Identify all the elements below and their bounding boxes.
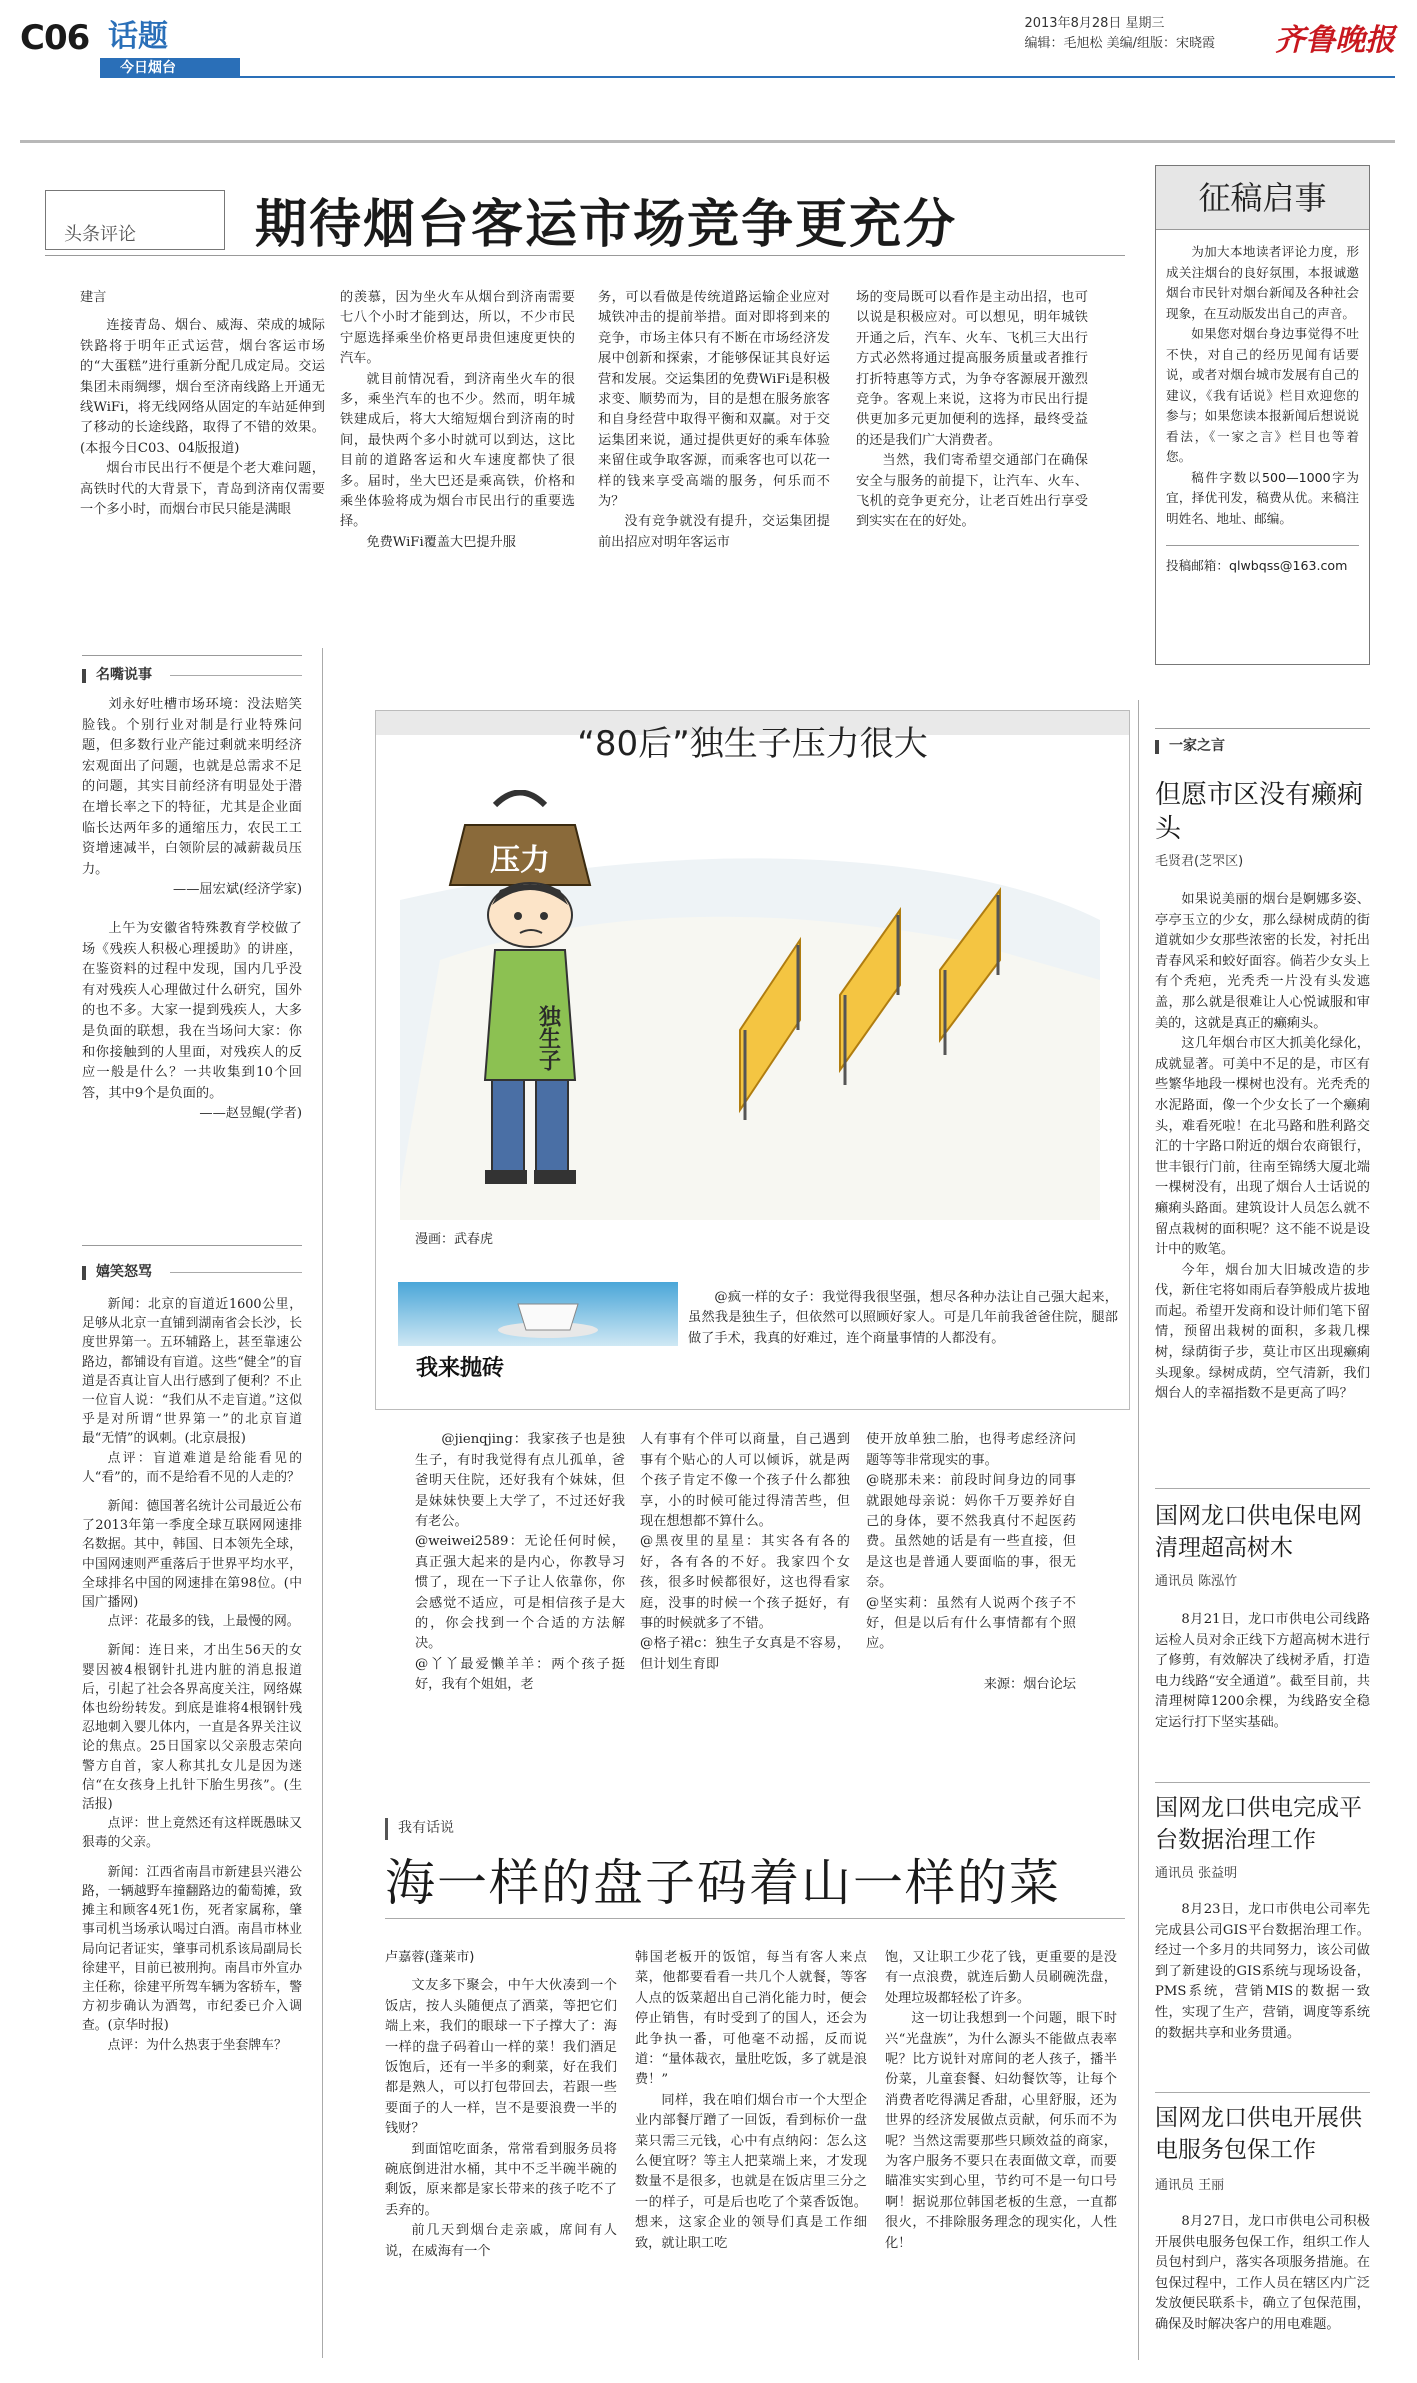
second-title: 海一样的盘子码着山一样的菜 (385, 1854, 1061, 1912)
xiaotan-news: 新闻：江西省南昌市新建县兴港公路，一辆越野车撞翻路边的葡萄摊，致摊主和顾客4死1伤，死者家属称，肇事司机当场承认喝过白酒。南昌市林业局向记者证实，肇事司机系该局副局长徐建平，目前已被刑拘。南昌市外宣办主任称，徐建平所驾车辆为客轿车，警方初步确认为酒驾，市纪委已介入调查。(京华时报) (82, 1864, 302, 2034)
submission-email[interactable]: 投稿邮箱：qlwbqss@163.com (1166, 545, 1359, 577)
lead-kicker-box (45, 190, 225, 250)
lead-paragraph: 免费WiFi覆盖大巴提升服 (366, 534, 516, 550)
lead-col-4 (856, 288, 1088, 533)
xiaotan-news: 新闻：北京的盲道近1600公里，足够从北京一直铺到湖南省会长沙，长度世界第一。五环辅路上，甚至靠速公路边，都铺设有盲道。这些“健全”的盲道是否真让盲人出行感到了便利？不止一位盲人说：“我们从不走盲道。”这似乎是对所谓“世界第一”的北京盲道最“无情”的讽刺。(北京晨报) (82, 1297, 302, 1447)
call-for-papers-title: 征稿启事 (1156, 166, 1369, 230)
cartoon-title: “80后”独生子压力很大 (577, 724, 928, 764)
news-title: 国网龙口供电完成平台数据治理工作 (1155, 1795, 1362, 1853)
masthead-rule (100, 76, 1395, 78)
comment-text: @jienqjing：我家孩子也是独生子，有时我觉得有点儿孤单，爸爸明天住院，还好我有个妹妹，但是妹妹快要上大学了，不过还好我有老公。 @weiwei2589：无论任何时候，真正强大起来的是内心，你教导习惯了，现在一下子让人依靠你，你会感觉不适应，可是相信孩子是大的，你会找到一个合适的方法解决。 @丫丫最爱懒羊羊：两个孩子挺好，我有个姐姐，老 (415, 1432, 625, 1693)
top-divider (20, 140, 1395, 143)
weight-icon (450, 793, 590, 886)
second-tag: 我有话说 (385, 1818, 464, 1840)
subsection-bar: 今日烟台 (100, 58, 240, 78)
mingzui-body (82, 695, 302, 1125)
yijia-tag: 一家之言 (1155, 736, 1225, 758)
mingzui-signature: ——赵昱鲲(学者) (199, 1106, 302, 1122)
call-paragraph: 为加大本地读者评论力度，形成关注烟台的良好氛围，本报诚邀烟台市民针对烟台新闻及各种社会现象，在互动版发出自己的声音。 (1166, 244, 1359, 321)
lead-paragraph: 烟台市民出行不便是个老大难问题，高铁时代的大背景下，青岛到济南仅需要一个多小时，而烟台市民只能是满眼 (80, 461, 325, 518)
opinion-title: 但愿市区没有癞痢头 (1155, 780, 1364, 844)
lead-paragraph: 务，可以看做是传统道路运输企业应对城铁冲击的提前举措。面对即将到来的竞争，市场主体只有不断在市场经济发展中创新和探索，才能够保证其良好运营和发展。交运集团的免费WiFi是积极求变、顺势而为，目的是想在服务旅客和自身经营中取得平衡和双赢。对于交运集团来说，通过提供更好的乘车体验来留住或争取客源，而乘客也可以花一样的钱来享受高端的服务，何乐而不为？ (598, 290, 830, 510)
wlpz-banner (398, 1282, 678, 1394)
lead-paragraph: 当然，我们寄希望交通部门在确保安全与服务的前提下，让汽车、火车、飞机的竞争更充分，让老百姓出行享受到实实在在的好处。 (856, 453, 1088, 530)
wlpz-col-3 (866, 1410, 1076, 1716)
left-rule (82, 1245, 302, 1246)
news-byline: 通讯员 陈泓竹 (1155, 1574, 1238, 1589)
column-divider (1138, 700, 1139, 2360)
lead-paragraph: 就目前情况看，到济南坐火车的很多，乘坐汽车的也不少。然而，明年城铁建成后，将大大缩短烟台到济南的时间，最快两个多小时就可以到达，这比目前的道路客运和火车速度都快了很多。届时，坐大巴还是乘高铁，价格和乘坐体验将成为烟台市民出行的重要选择。 (340, 371, 575, 530)
masthead-info (1024, 14, 1215, 54)
lead-col-2 (340, 288, 575, 553)
lead-byline: 建言 (80, 290, 107, 305)
cartoon-illustration (400, 790, 1100, 1220)
call-paragraph: 稿件字数以500—1000字为宜，择优刊发，稿费从优。来稿注明姓名、地址、邮编。 (1166, 469, 1359, 526)
news-body (1155, 1610, 1370, 1734)
masthead (20, 12, 1395, 78)
comment-text: 使开放单独二胎，也得考虑经济问题等等非常现实的事。 @晓那未来：前段时间身边的同事就跟她母亲说：妈你千万要养好自己的身体，要不然我真付不起医药费。虽然她的话是有一些直接，但是这也是普通人要面临的事，很无奈。 @坚实莉：虽然有人说两个孩子不好，但是以后有什么事情都有个照应。 (866, 1432, 1076, 1652)
news-paragraph: 8月23日，龙口市供电公司率先完成县公司GIS平台数据治理工作。经过一个多月的共同努力，该公司做到了新建设的GIS系统与现场设备，PMS系统，营销MIS的数据一致性，实现了生产，营销，调度等系统的数据共享和业务贯通。 (1155, 1902, 1370, 2041)
wlpz-lead-comment (688, 1288, 1118, 1349)
opinion-byline: 毛贤君(芝罘区) (1155, 854, 1244, 869)
news-title: 国网龙口供电保电网清理超高树木 (1155, 1503, 1362, 1561)
wlpz-col-2 (640, 1410, 850, 1696)
teacup-icon (398, 1282, 678, 1346)
cartoon-caption: 漫画：武春虎 (415, 1232, 494, 1247)
right-divider (1155, 1488, 1370, 1489)
tag-line (170, 1272, 302, 1273)
lead-paragraph: 的羡慕，因为坐火车从烟台到济南需要七八个小时才能到达，所以，不少市民宁愿选择乘坐价格更昂贵但速度更快的汽车。 (340, 290, 575, 367)
lead-col-3 (598, 288, 830, 553)
news-body (1155, 2212, 1370, 2336)
lead-kicker: 头条评论 (64, 224, 136, 245)
weight-label: 压力 (490, 843, 550, 878)
right-rule (1155, 728, 1370, 729)
xiaotan-tag: 嬉笑怒骂 (82, 1262, 152, 1284)
comment-source: 来源：烟台论坛 (983, 1677, 1076, 1693)
call-for-papers-box (1155, 165, 1370, 665)
lead-col-1 (80, 288, 325, 520)
second-paragraph: 韩国老板开的饭馆，每当有客人来点菜，他都要看看一共几个人就餐，等客人点的饭菜超出自己消化能力时，便会停止销售，有时受到了的国人，还会为此争执一番，可他毫不动摇，反而说道：“量体裁衣，量肚吃饭，多了就是浪费！” (635, 1950, 867, 2088)
opinion-paragraph: 如果说美丽的烟台是婀娜多姿、亭亭玉立的少女，那么绿树成荫的街道就如少女那些浓密的长发，衬托出青春风采和蛟好面容。倘若少女头上有个秃疤，光秃秃一片没有头发遮盖，那么就是很难让人心悦诚服和审美的，这就是真正的癞痢头。 (1155, 892, 1370, 1031)
second-paragraph: 这一切让我想到一个问题，眼下时兴“光盘族”，为什么源头不能做点表率呢？比方说针对席间的老人孩子，播半份菜，儿童套餐、妇幼餐饮等，让每个消费者吃得满足香甜，心里舒服，还为世界的经济发展做点贡献，何乐而不为呢？当然这需要那些只顾效益的商家，为客户服务不要只在表面做文章，而要瞄准实实到心里，节约可不是一句口号啊！据说那位韩国老板的生意，一直都很火，不排除服务理念的现实化，人性化！ (885, 2011, 1117, 2251)
xiaotan-comment: 点评：盲道难道是给能看见的人“看”的，而不是给看不见的人走的？ (82, 1450, 302, 1485)
second-col-2 (635, 1948, 867, 2254)
wlpz-col-1 (415, 1410, 625, 1716)
second-col-1 (385, 1948, 617, 2262)
news-byline: 通讯员 张益明 (1155, 1866, 1238, 1881)
shirt-label: 独生子 (535, 1005, 561, 1071)
news-title: 国网龙口供电开展供电服务包保工作 (1155, 2105, 1362, 2163)
news-byline: 通讯员 王丽 (1155, 2178, 1225, 2193)
mingzui-signature: ——屈宏斌(经济学家) (173, 882, 302, 898)
comment-text: 人有事有个伴可以商量，自己遇到事有个贴心的人可以倾诉，就是两个孩子肯定不像一个孩子什么都独享，小的时候可能过得清苦些，但现在想想都不算什么。 @黑夜里的星星：其实各有各的好，各有各的不好。我家四个女孩，很多时候都很好，这也得看家庭，没事的时候一个孩子挺好，有事的时候就多了不错。 @格子裙c：独生子女真是不容易，但计划生育即 (640, 1432, 850, 1672)
mingzui-paragraph: 上午为安徽省特殊教育学校做了场《残疾人积极心理援助》的讲座，在鉴资料的过程中发现，国内几乎没有对残疾人心理做过什么研究，国外的也不多。大家一提到残疾人，大多是负面的联想，我在当场问大家：你和你接触到的人里面，对残疾人的反应一般是什么？一共收集到10个回答，其中9个是负面的。 (82, 920, 302, 1101)
comment-text: @疯一样的女子：我觉得我很坚强，想尽各种办法让自己强大起来，虽然我是独生子，但依然可以照顾好家人。可是几年前我爸爸住院，腿部做了手术，我真的好难过，连个商量事情的人都没有。 (688, 1290, 1118, 1346)
lead-paragraph: 场的变局既可以看作是主动出招，也可以说是积极应对。可以想见，明年城铁开通之后，汽车、火车、飞机三大出行方式必然将通过提高服务质量或者推行打折特惠等方式，为争夺客源展开激烈竞争。客观上来说，这将为市民出行提供更加多元更加便利的选择，最终受益的还是我们广大消费者。 (856, 290, 1088, 448)
news-body (1155, 1900, 1370, 2044)
xiaotan-news: 新闻：德国著名统计公司最近公布了2013年第一季度全球互联网网速排名数据。其中，韩国、日本领先全球，中国网速则严重落后于世界平均水平，全球排名中国的网速排在第98位。(中国广播网) (82, 1499, 302, 1611)
tag-line (170, 675, 302, 676)
second-title-rule (385, 1918, 1125, 1919)
right-divider (1155, 1782, 1370, 1783)
wlpz-banner-bar (398, 1282, 678, 1346)
news-paragraph: 8月21日，龙口市供电公司线路运检人员对余正线下方超高树木进行了修剪，有效解决了线树矛盾，打造电力线路“安全通道”。截至目前，共清理树障1200余棵，为线路安全稳定运行打下坚实基础。 (1155, 1612, 1370, 1730)
second-paragraph: 文友多下聚会，中午大伙凑到一个饭店，按人头随便点了酒菜，等把它们端上来，我们的眼球一下子撑大了：海一样的盘子码着山一样的菜！我们酒足饭饱后，还有一半多的剩菜，好在我们都是熟人，可以打包带回去，若跟一些要面子的人一样，岂不是要浪费一半的钱财？ (385, 1978, 617, 2137)
lead-title-rule (45, 255, 1125, 256)
page-code: C06 (20, 18, 90, 58)
xiaotan-comment: 点评：世上竟然还有这样既愚昧又狠毒的父亲。 (82, 1816, 302, 1851)
section-name: 话题 (108, 19, 168, 54)
mingzui-paragraph: 刘永好吐槽市场环境：没法赔笑脸钱。个别行业对制是行业特殊问题，但多数行业产能过剩就来明经济宏观面出了问题，也就是总需求不足的问题，其实目前经济有明显处于潜在增长率之下的特征，尤其是企业面临长达两年多的通缩压力，农民工工资增速减半，白领阶层的减薪裁员压力。 (82, 697, 302, 877)
newspaper-logo: 齐鲁晚报 (1275, 23, 1395, 58)
xiaotan-body (82, 1295, 302, 2055)
xiaotan-comment: 点评：为什么热衷于坐套牌车？ (107, 2037, 287, 2053)
opinion-paragraph: 今年，烟台加大旧城改造的步伐，新住宅将如雨后春笋般成片拔地而起。希望开发商和设计师们笔下留情，预留出栽树的面积，多栽几棵树，绿荫街子步，莫让市区出现癞痢头现象。绿树成荫，空气清新，我们烟台人的幸福指数不是更高了吗？ (1155, 1262, 1370, 1402)
xiaotan-news: 新闻：连日来，才出生56天的女婴因被4根钢针扎进内脏的消息报道后，引起了社会各界高度关注，网络媒体也纷纷转发。到底是谁将4根钢针残忍地刺入婴儿体内，一直是各界关注议论的焦点。25日国家以父亲殷志荣向警方自首，家人称其扎女儿是因为迷信“在女孩身上扎针下胎生男孩”。(生活报) (82, 1643, 302, 1813)
right-divider (1155, 2092, 1370, 2093)
second-paragraph: 到面馆吃面条，常常看到服务员将碗底倒进泔水桶，其中不乏半碗半碗的剩饭，原来都是家长带来的孩子吃不了丢弃的。 (385, 2141, 617, 2218)
opinion-paragraph: 这几年烟台市区大抓美化绿化，成就显著。可美中不足的是，市区有些繁华地段一棵树也没有。光秃秃的水泥路面，像一个少女长了一个癞痢头，难看死啦！在北马路和胜利路交汇的十字路口附近的烟台农商银行，世丰银行门前，往南至锦绣大厦北端一棵树没有，出现了烟台人士话说的癞痢头路面。建筑设计人员怎么就不留点栽树的面积呢？这不能不说是设计中的败笔。 (1155, 1036, 1370, 1258)
second-paragraph: 前几天到烟台走亲戚，席间有人说，在威海有一个 (385, 2223, 617, 2259)
xiaotan-comment: 点评：花最多的钱，上最慢的网。 (107, 1614, 300, 1630)
wlpz-label: 我来抛砖 (416, 1356, 505, 1381)
editors-line: 编辑：毛旭松 美编/组版：宋晓霞 (1024, 36, 1215, 51)
lead-paragraph: 没有竞争就没有提升，交运集团提前出招应对明年客运市 (598, 514, 830, 550)
date-line: 2013年8月28日 星期三 (1024, 16, 1165, 31)
second-byline: 卢嘉蓉(蓬莱市) (385, 1950, 475, 1965)
news-paragraph: 8月27日，龙口市供电公司积极开展供电服务包保工作，组织工作人员包村到户，落实各项服务措施。在包保过程中，工作人员在辖区内广泛发放便民联系卡，确立了包保范围，确保及时解决客户的用电难题。 (1155, 2214, 1370, 2332)
lead-paragraph: 连接青岛、烟台、威海、荣成的城际铁路将于明年正式运营，烟台客运市场的“大蛋糕”进行重新分配几成定局。交运集团未雨绸缪，烟台至济南线路上开通无线WiFi，将无线网络从固定的车站延伸到了移动的长途线路，取得了不错的效果。(本报今日C03、04版报道) (80, 318, 325, 456)
second-paragraph: 同样，我在咱们烟台市一个大型企业内部餐厅蹭了一回饭，看到标价一盘菜只需三元钱，心中有点纳闷：怎么这么便宜呀？等主人把菜端上来，才发现数量不是很多，也就是在饭店里三分之一的样子，可是后也吃了个菜香饭饱。想来，这家企业的领导们真是工作细致，就让职工吃 (635, 2092, 867, 2251)
second-col-3 (885, 1948, 1117, 2254)
lead-title: 期待烟台客运市场竞争更充分 (255, 195, 958, 255)
left-rule (82, 655, 302, 656)
column-divider (322, 648, 323, 2358)
second-paragraph: 饱，又让职工少花了钱，更重要的是没有一点浪费，就连后勤人员刷碗洗盘，处理垃圾都轻松了许多。 (885, 1950, 1117, 2006)
opinion-body (1155, 890, 1370, 1405)
call-paragraph: 如果您对烟台身边事觉得不吐不快，对自己的经历见闻有话要说，或者对烟台城市发展有自己的建议，《我有话说》栏目欢迎您的参与；如果您读本报新闻后想说说看法，《一家之言》栏目也等着您。 (1166, 326, 1359, 464)
mingzui-tag: 名嘴说事 (82, 665, 152, 687)
